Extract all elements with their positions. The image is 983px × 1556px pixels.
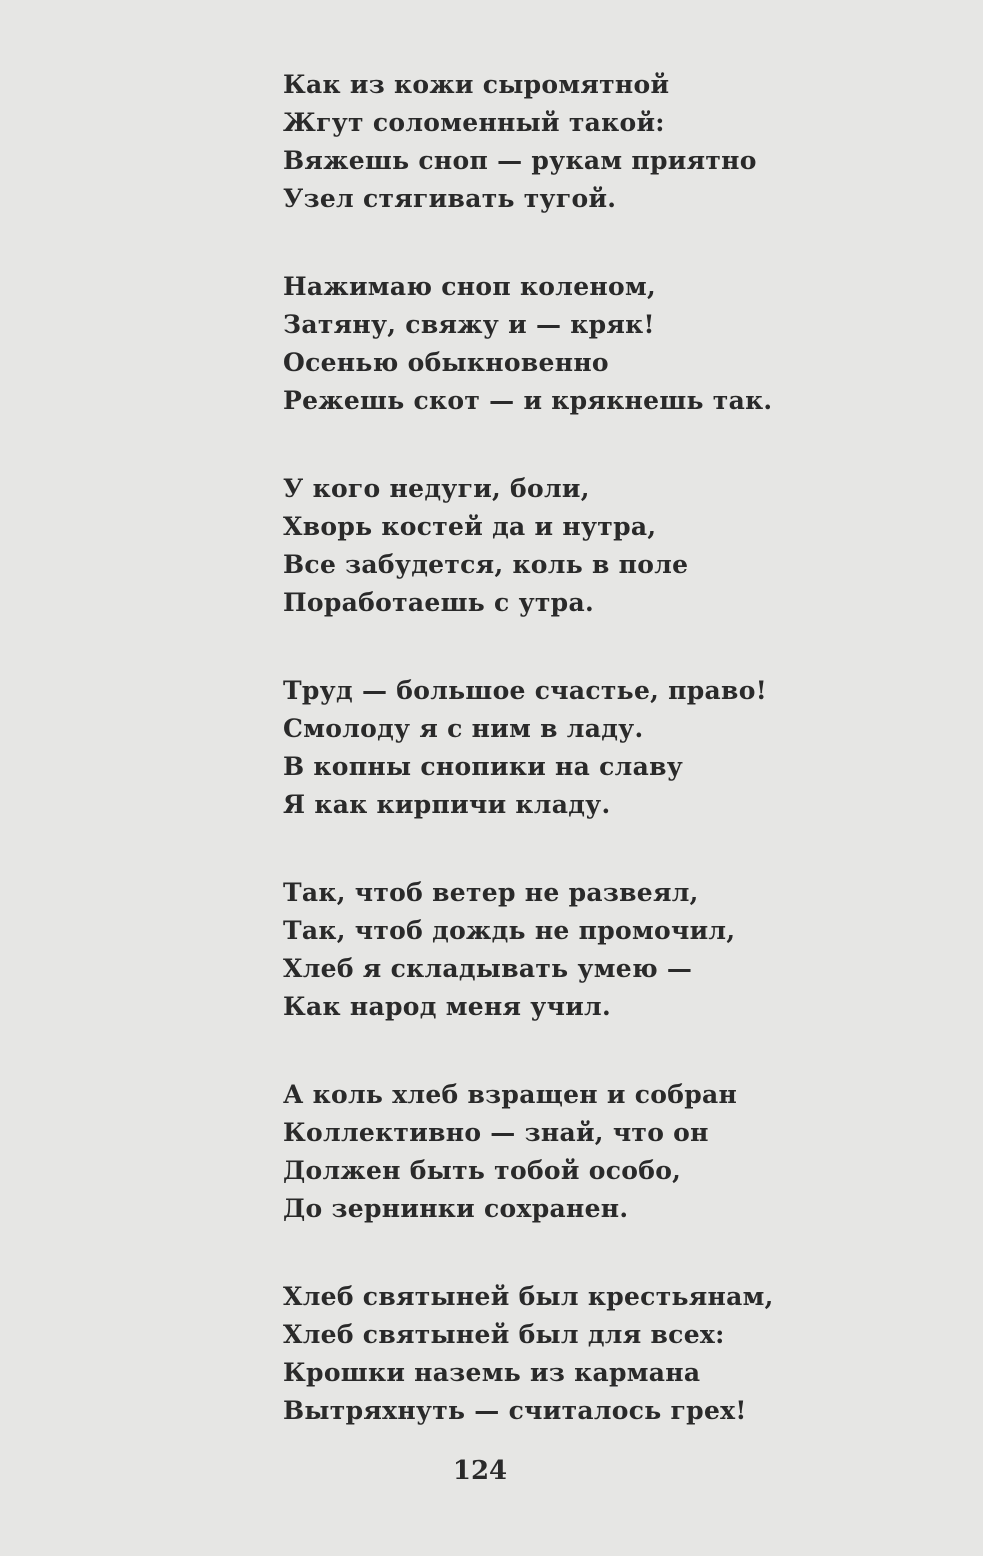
poem-line: Хлеб святыней был для всех: bbox=[283, 1320, 725, 1349]
poem-line: Нажимаю сноп коленом, bbox=[283, 272, 657, 301]
poem-line: Хлеб святыней был крестьянам, bbox=[283, 1282, 774, 1311]
poem-line: Жгут соломенный такой: bbox=[283, 108, 665, 137]
page-number: 124 bbox=[452, 1456, 508, 1486]
poem-line: Так, чтоб ветер не развеял, bbox=[283, 878, 699, 907]
poem-line: Крошки наземь из кармана bbox=[283, 1358, 701, 1387]
stanza-4 bbox=[283, 672, 943, 824]
poem-line: Я как кирпичи кладу. bbox=[283, 790, 611, 819]
poem-line: Должен быть тобой особо, bbox=[283, 1156, 682, 1185]
poem-line: Вытряхнуть — считалось грех! bbox=[283, 1396, 747, 1425]
stanza-1 bbox=[283, 66, 943, 218]
poem-line: До зернинки сохранен. bbox=[283, 1194, 629, 1223]
poem-line: Как из кожи сыромятной bbox=[283, 70, 670, 99]
poem-line: Как народ меня учил. bbox=[283, 992, 611, 1021]
stanza-2 bbox=[283, 268, 943, 420]
poem-line: У кого недуги, боли, bbox=[283, 474, 590, 503]
poem-text bbox=[283, 66, 943, 1480]
poem-line: Вяжешь сноп — рукам приятно bbox=[283, 146, 757, 175]
poem-line: Поработаешь с утра. bbox=[283, 588, 594, 617]
poem-line: Хворь костей да и нутра, bbox=[283, 512, 657, 541]
poem-line: Затяну, свяжу и — кряк! bbox=[283, 310, 655, 339]
poem-line: Труд — большое счастье, право! bbox=[283, 676, 767, 705]
poem-line: А коль хлеб взращен и собран bbox=[283, 1080, 738, 1109]
poem-line: В копны снопики на славу bbox=[283, 752, 684, 781]
stanza-5 bbox=[283, 874, 943, 1026]
stanza-6 bbox=[283, 1076, 943, 1228]
poem-line: Коллективно — знай, что он bbox=[283, 1118, 709, 1147]
poem-line: Осенью обыкновенно bbox=[283, 348, 609, 377]
poem-line: Так, чтоб дождь не промочил, bbox=[283, 916, 736, 945]
poem-line: Режешь скот — и крякнешь так. bbox=[283, 386, 773, 415]
poem-line: Смолоду я с ним в ладу. bbox=[283, 714, 644, 743]
poem-line: Хлеб я складывать умею — bbox=[283, 954, 693, 983]
stanza-7 bbox=[283, 1278, 943, 1430]
stanza-3 bbox=[283, 470, 943, 622]
poem-line: Узел стягивать тугой. bbox=[283, 184, 617, 213]
poem-line: Все забудется, коль в поле bbox=[283, 550, 689, 579]
